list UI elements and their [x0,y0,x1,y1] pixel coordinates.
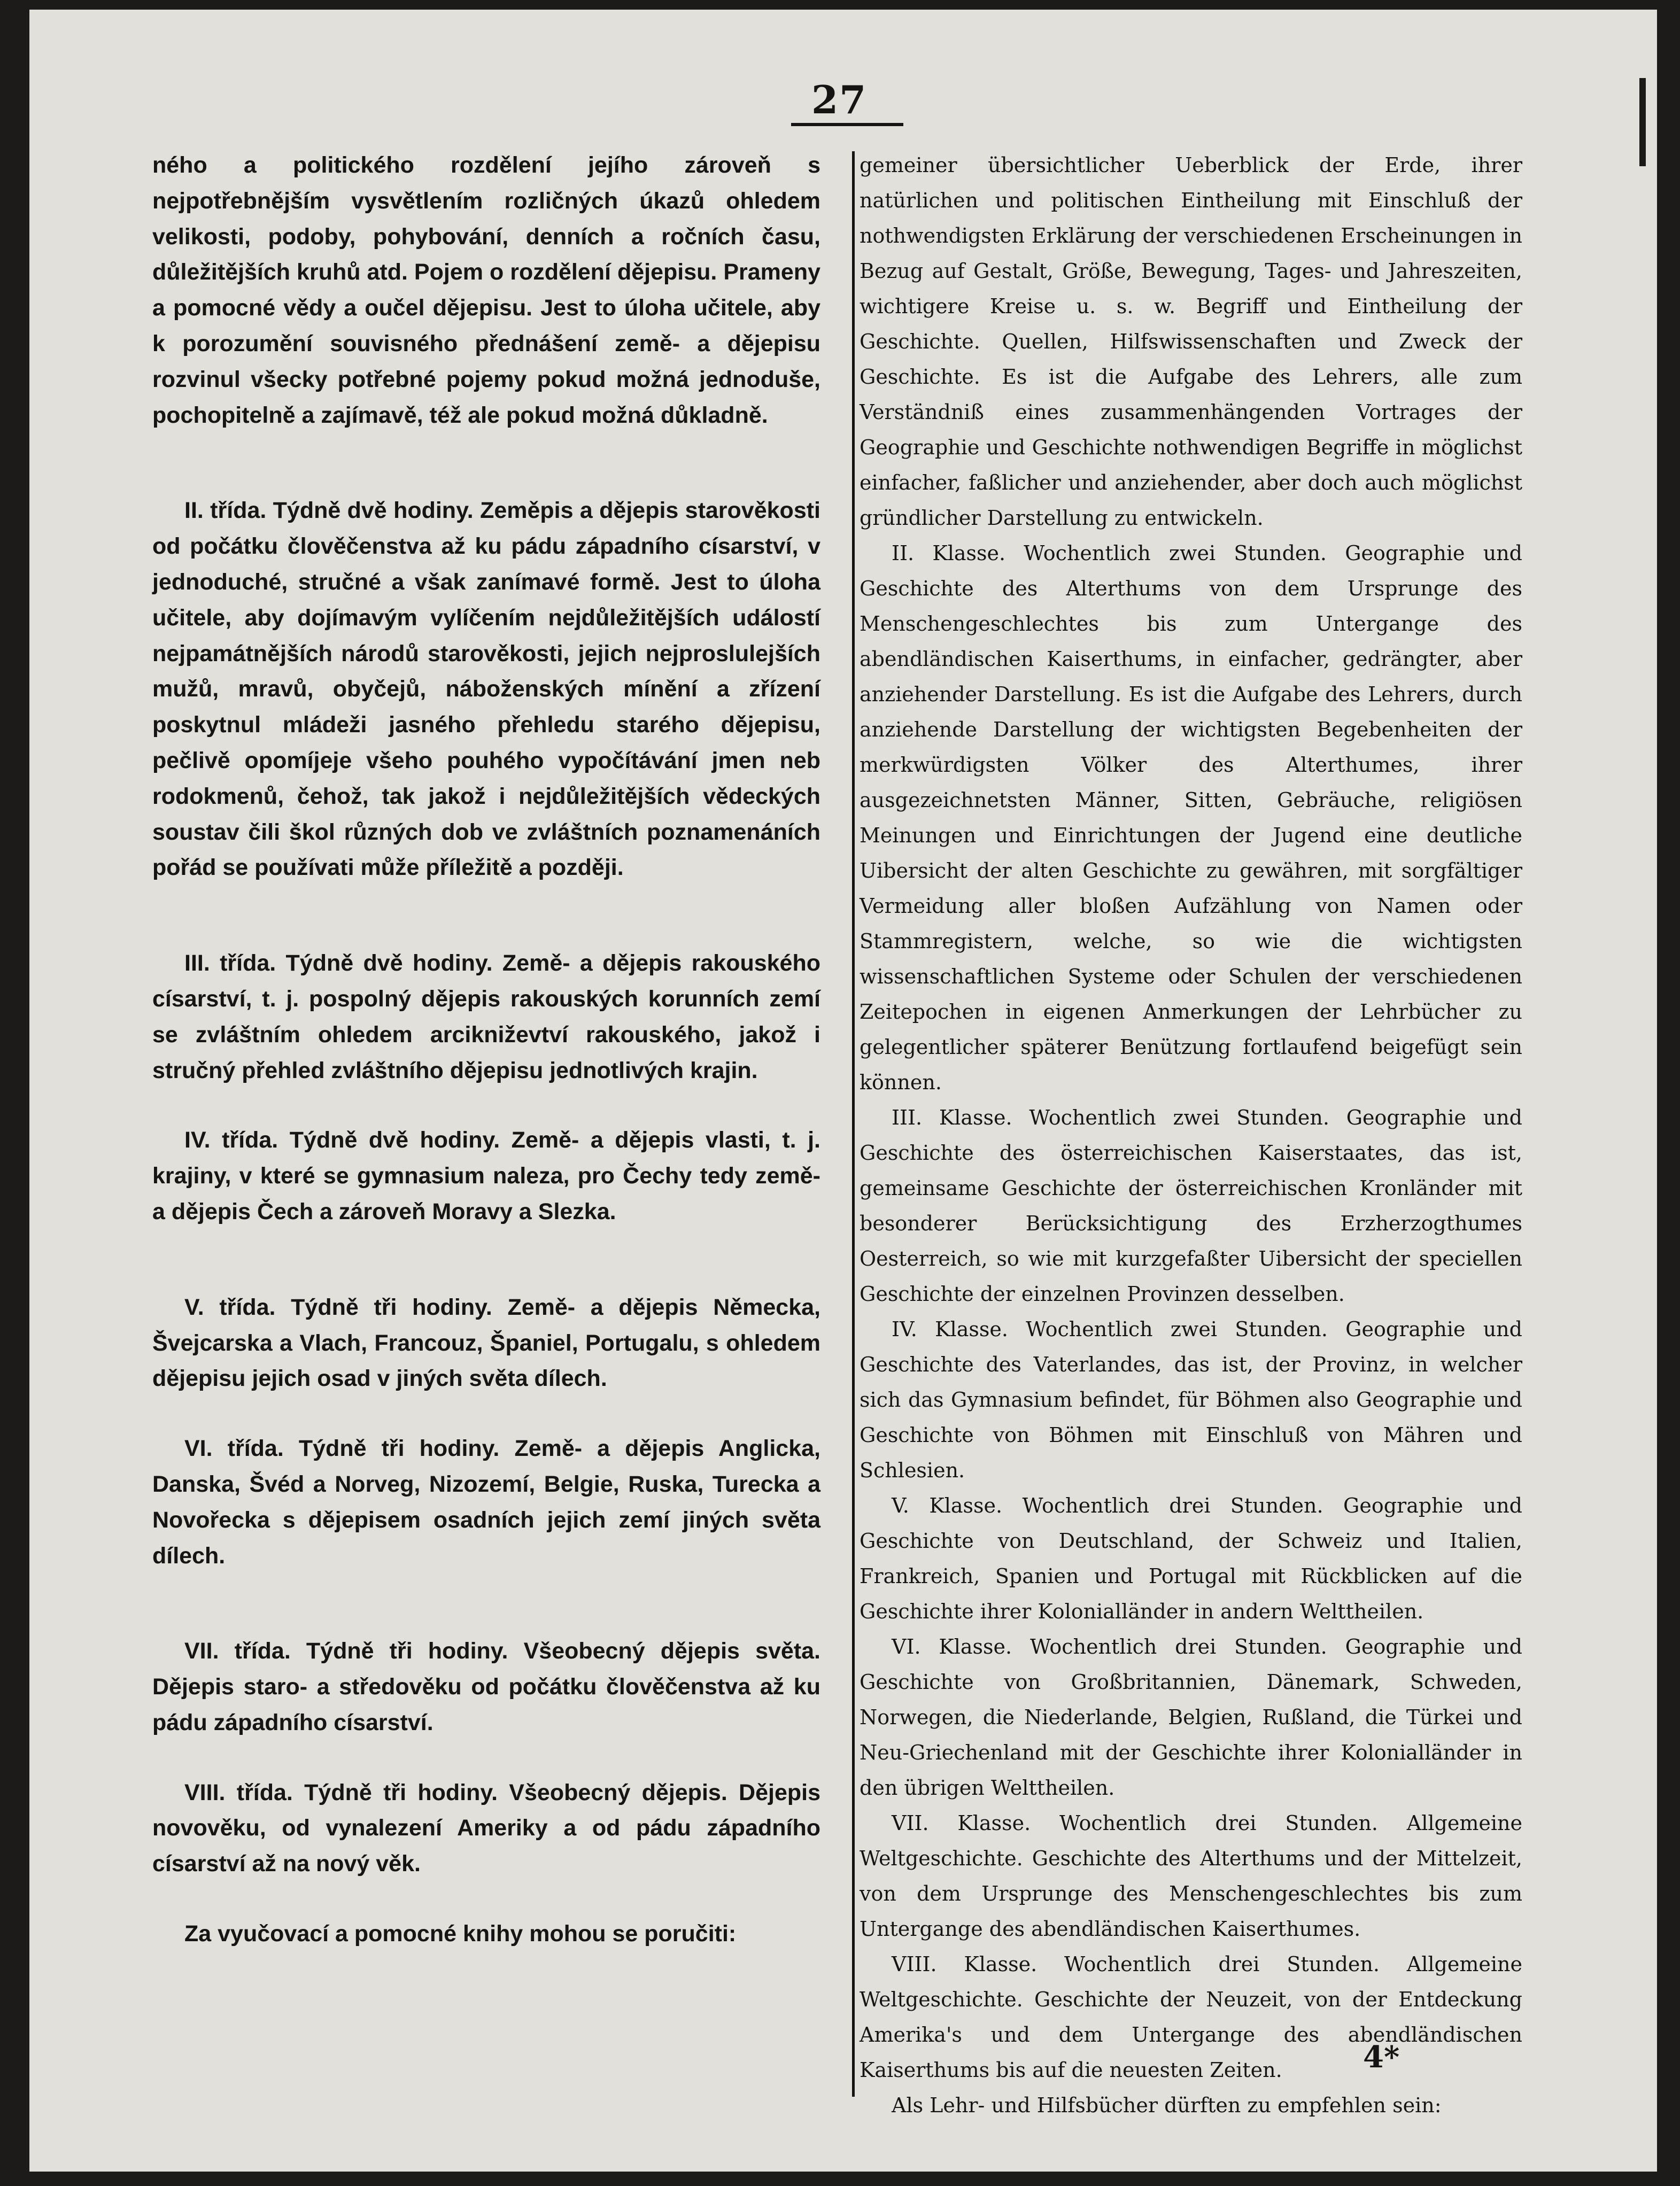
czech-class-2-paragraph: II. třída. Týdně dvě hodiny. Zeměpis a dějepis starověkosti od počátku člověčenstva až ku pádu západního císarství, v jednoduché, stručné a však zanímavé formě. Jest to úloha učitele, aby dojímavým vylíčením nejdůležitějších událostí nejpamátnějších národů starověkosti, jejich nejproslulejších mužů, mravů, obyčejů, náboženských mínění a zřízení poskytnul mládeži jasného přehledu starého dějepisu, pečlivě opomíjeje všeho pouhého vypočítávání jmen neb rodokmenů, čehož, tak jakož i nejdůležitějších vědeckých soustav čili škol různých dob ve zvláštních poznamenáních pořád se používati může příležitě a později. [152,498,820,881]
czech-class-4-paragraph: IV. třída. Týdně dvě hodiny. Země- a dějepis vlasti, t. j. krajiny, v které se gymnasium naleza, pro Čechy tedy země- a dějepis Čech a zároveň Moravy a Slezka. [152,1127,820,1224]
page-number-rule [791,123,903,126]
czech-class-6-paragraph: VI. třída. Týdně tři hodiny. Země- a dějepis Anglicka, Danska, Švéd a Norveg, Nizozemí, Belgie, Ruska, Turecka a Novořecka s dějepisem osadních jejich zemí jiných světa dílech. [152,1436,820,1569]
margin-mark [1639,78,1646,166]
czech-class-3-paragraph: III. třída. Týdně dvě hodiny. Země- a dějepis rakouského císarství, t. j. pospolný dějepis rakouských korunních zemí se zvláštním ohledem arcikniževtví rakouského, jakož i stručný přehled zvláštního dějepisu jednotlivých krajin. [152,950,820,1083]
german-class-3-paragraph: III. Klasse. Wochentlich zwei Stunden. Geographie und Geschichte des österreichischen Kaiserstaates, das ist, gemeinsame Geschichte der österreichischen Kronländer mit besonderer Berücksichtigung des Erzherzogthumes Oesterreich, so wie mit kurzgefaßter Uibersicht der speciellen Geschichte der einzelnen Provinzen desselben. [860,1106,1522,1306]
german-class-2-paragraph: II. Klasse. Wochentlich zwei Stunden. Geographie und Geschichte des Alterthums von dem Ursprunge des Menschengeschlechtes bis zum Untergange des abendländischen Kaiserthums, in einfacher, gedrängter, aber anziehender Darstellung. Es ist die Aufgabe des Lehrers, durch anziehende Darstellung der wichtigsten Begebenheiten der merkwürdigsten Völker des Alterthumes, ihrer ausgezeichnetsten Männer, Sitten, Gebräuche, religiösen Meinungen und Einrichtungen der Jugend eine deutliche Uibersicht der alten Geschichte zu gewähren, mit sorgfältiger Vermeidung aller bloßen Aufzählung von Namen oder Stammregistern, welche, so wie die wichtigsten wissenschaftlichen Systeme oder Schulen der verschiedenen Zeitepochen in eigenen Anmerkungen der Lehrbücher zu gelegentlicher späterer Benützung fortlaufend beigefügt sein können. [860,541,1522,1094]
column-divider [852,151,855,2097]
german-class-5-paragraph: V. Klasse. Wochentlich drei Stunden. Geographie und Geschichte von Deutschland, der Schweiz und Italien, Frankreich, Spanien und Portugal mit Rückblicken auf die Geschichte ihrer Kolonialländer in andern Welttheilen. [860,1494,1522,1623]
page-number: 27 [811,77,868,122]
czech-class-8-paragraph: VIII. třída. Týdně tři hodiny. Všeobecný dějepis. Dějepis novověku, od vynalezení Ameriky a od pádu západního císarství až na nový věk. [152,1779,820,1877]
german-class-8-paragraph: VIII. Klasse. Wochentlich drei Stunden. Allgemeine Weltgeschichte. Geschichte der Neuzeit, von der Entdeckung Amerika's und dem Untergange des abendländischen Kaiserthums bis auf die neuesten Zeiten. [860,1952,1522,2082]
czech-column [152,148,820,1952]
signature-mark: 4* [1363,2040,1400,2075]
czech-intro-paragraph: ného a politického rozdělení jejího zároveň s nejpotřebnějším vysvětlením rozličných úkazů ohledem velikosti, podoby, pohybování, denních a ročních času, důležitějších kruhů atd. Pojem o rozdělení dějepisu. Prameny a pomocné vědy a oučel dějepisu. Jest to úloha učitele, aby k porozumění souvisného přednášení země- a dějepisu rozvinul všecky potřebné pojemy pokud možná jednoduše, pochopitelně a zajímavě, též ale pokud možná důkladně. [152,152,820,428]
german-intro-paragraph: gemeiner übersichtlicher Ueberblick der Erde, ihrer natürlichen und politischen Eintheilung mit Einschluß der nothwendigsten Erklärung der verschiedenen Erscheinungen in Bezug auf Gestalt, Größe, Bewegung, Tages- und Jahreszeiten, wichtigere Kreise u. s. w. Begriff und Eintheilung der Geschichte. Quellen, Hilfswissenschaften und Zweck der Geschichte. Es ist die Aufgabe des Lehrers, alle zum Verständniß eines zusammenhängenden Vortrages der Geographie und Geschichte nothwendigen Begriffe in möglichst einfacher, faßlicher und anziehender, aber doch auch möglichst gründlicher Darstellung zu entwickeln. [860,153,1522,530]
czech-class-7-paragraph: VII. třída. Týdně tři hodiny. Všeobecný dějepis světa. Dějepis staro- a středověku od počátku člověčenstva až ku pádu západního císarství. [152,1638,820,1735]
german-column [860,148,1522,2123]
scanned-page [29,10,1657,2172]
german-class-7-paragraph: VII. Klasse. Wochentlich drei Stunden. Allgemeine Weltgeschichte. Geschichte des Alterthums und der Mittelzeit, von dem Ursprunge des Menschengeschlechtes bis zum Untergange des abendländischen Kaiserthumes. [860,1811,1522,1941]
german-closing-line: Als Lehr- und Hilfsbücher dürften zu empfehlen sein: [892,2094,1442,2117]
czech-class-5-paragraph: V. třída. Týdně tři hodiny. Země- a dějepis Německa, Švejcarska a Vlach, Francouz, Španiel, Portugalu, s ohledem dějepisu jejich osad v jiných světa dílech. [152,1294,820,1392]
german-class-4-paragraph: IV. Klasse. Wochentlich zwei Stunden. Geographie und Geschichte des Vaterlandes, das ist, der Provinz, in welcher sich das Gymnasium befindet, für Böhmen also Geographie und Geschichte von Böhmen mit Einschluß von Mähren und Schlesien. [860,1317,1522,1482]
german-class-6-paragraph: VI. Klasse. Wochentlich drei Stunden. Geographie und Geschichte von Großbritannien, Dänemark, Schweden, Norwegen, die Niederlande, Belgien, Rußland, die Türkei und Neu-Griechenland mit der Geschichte ihrer Kolonialländer in den übrigen Welttheilen. [860,1635,1522,1800]
czech-closing-line: Za vyučovací a pomocné knihy mohou se poručiti: [184,1921,737,1947]
